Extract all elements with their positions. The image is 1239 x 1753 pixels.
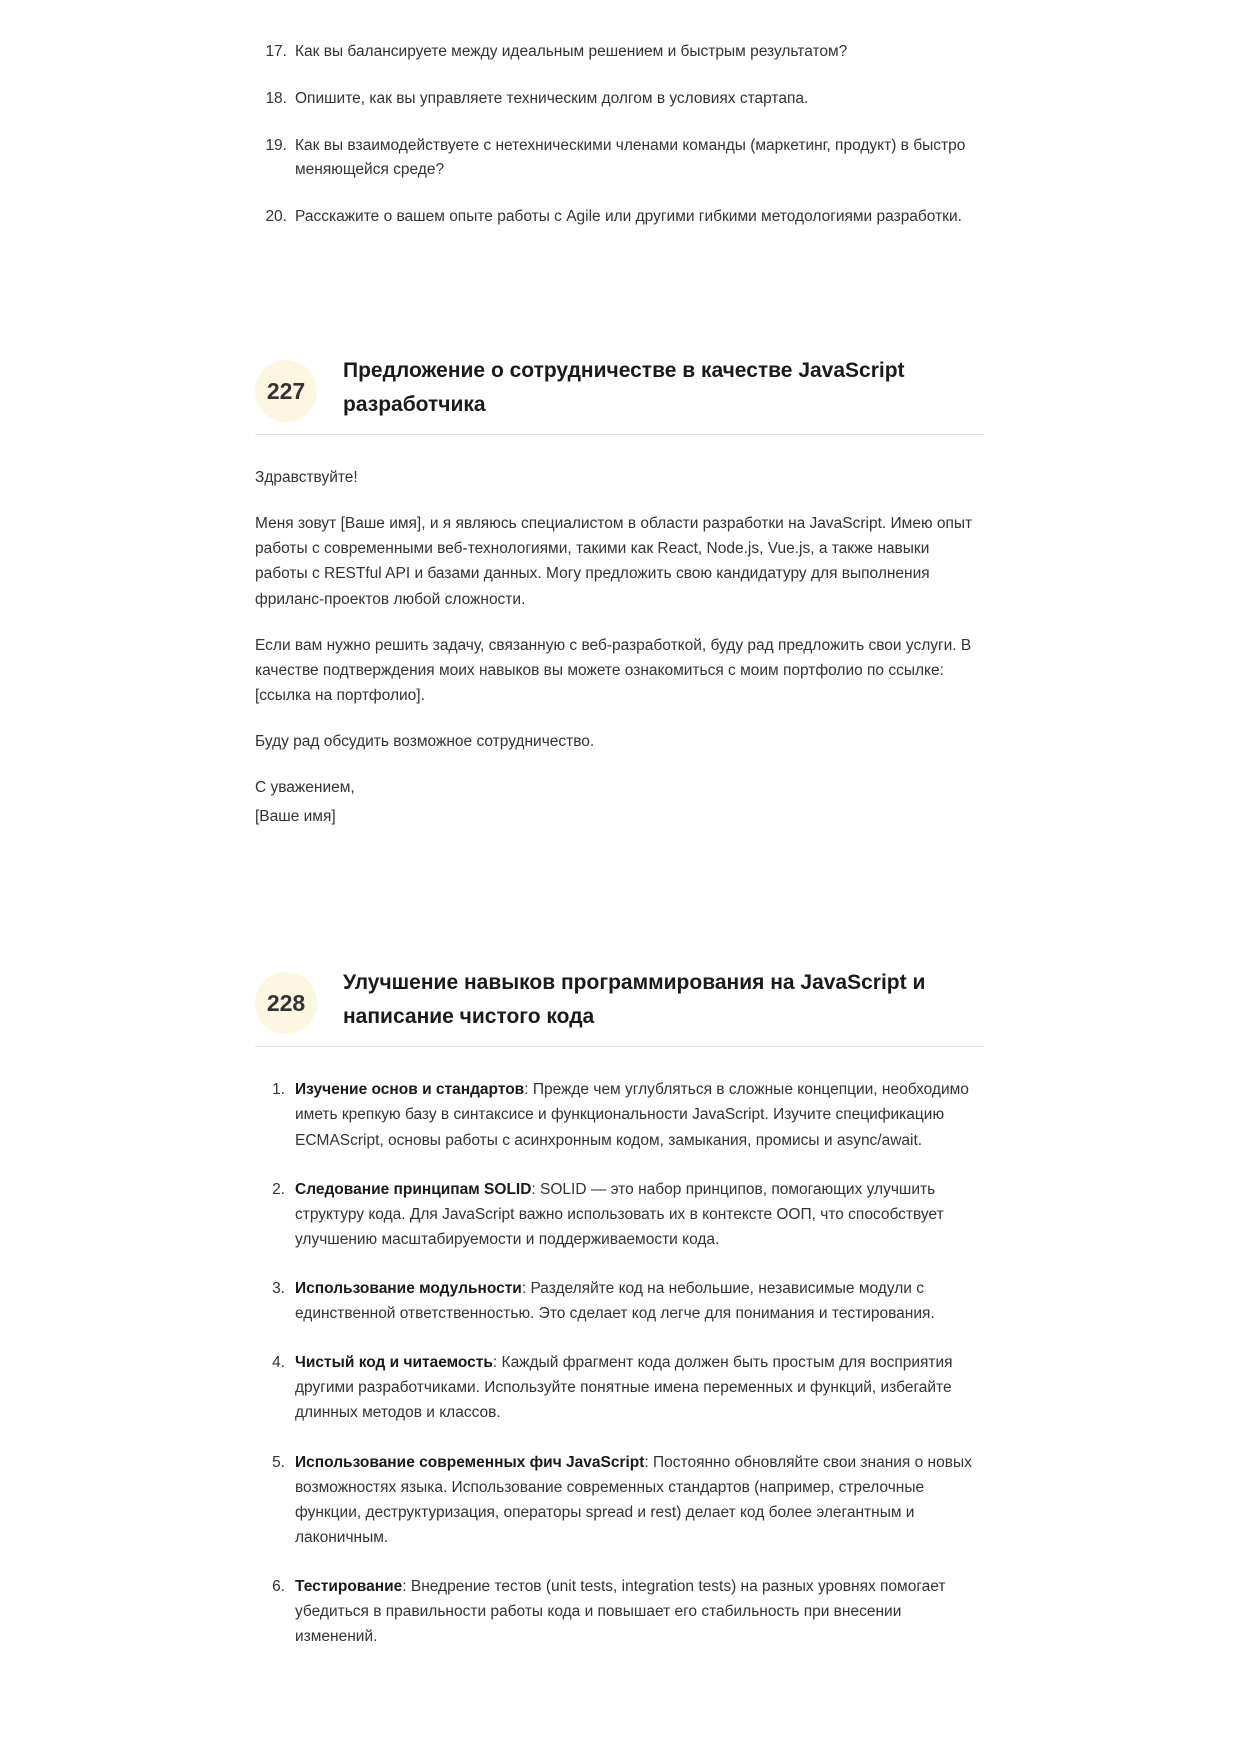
section-spacer [255,850,984,960]
list-item-text: : Каждый фрагмент кода должен быть простым для восприятия другими разработчиками. Используйте понятные имена переменных и функций, избегайте длинных методов и классов. [295,1354,953,1422]
list-item-term: Следование принципам SOLID [295,1180,532,1198]
list-item-text: Как вы балансируете между идеальным решением и быстрым результатом? [295,43,848,60]
section-spacer [255,252,984,348]
continued-question-list [255,40,984,229]
list-item-text: Опишите, как вы управляете техническим долгом в условиях стартапа. [295,90,809,108]
section-title: Улучшение навыков программирования на JavaScript и написание чистого кода [343,971,926,1029]
list-item [255,1350,984,1425]
section-header-227 [255,348,984,435]
list-item [255,40,984,64]
section-title: Предложение о сотрудничестве в качестве JavaScript разработчика [343,359,905,417]
list-item-text: : SOLID — это набор принципов, помогающих улучшить структуру кода. Для JavaScript важно использовать их в контексте ООП, что способствует улучшению масштабируемости и поддерживаемости кода. [295,1180,944,1248]
list-item-number: 18. [265,90,287,108]
list-item [255,205,984,229]
section-number-badge: 228 [255,972,317,1034]
list-item-term: Тестирование [295,1577,403,1595]
list-item-term: Использование модульности [295,1280,522,1297]
list-item-term: Использование современных фич JavaScript [295,1453,645,1471]
paragraph-closing: Буду рад обсудить возможное сотрудничество. [255,732,595,750]
list-item-number: 4. [272,1354,285,1372]
paragraph-greeting: Здравствуйте! [255,469,358,487]
signoff-line-1: С уважением, [255,779,355,797]
list-item-term: Изучение основ и стандартов [295,1081,525,1099]
list-item-text: Как вы взаимодействуете с нетехническими членами команды (маркетинг, продукт) в быстро меняющейся среде? [295,137,966,179]
list-item-number: 17. [265,43,287,60]
list-item-text: Расскажите о вашем опыте работы с Agile или другими гибкими методологиями разработки. [295,208,962,226]
list-item-number: 1. [272,1081,285,1099]
list-item [255,134,984,182]
list-item [255,1276,984,1326]
list-item-number: 2. [272,1180,285,1198]
section-number-badge: 227 [255,360,317,422]
list-item-number: 6. [272,1577,285,1595]
signoff-line-2: [Ваше имя] [255,808,336,826]
list-item [255,1574,984,1649]
list-item [255,87,984,111]
list-item-number: 19. [265,137,287,155]
list-item [255,1177,984,1252]
list-item [255,1450,984,1550]
list-item-text: : Прежде чем углубляться в сложные концепции, необходимо иметь крепкую базу в синтаксисе и функциональности JavaScript. Изучите спецификацию ECMAScript, основы работы с асинхронным кодом, замыкания, промисы и async/await. [295,1081,969,1149]
list-item-text: : Внедрение тестов (unit tests, integration tests) на разных уровнях помогает убедиться в правильности работы кода и повышает его стабильность при внесении изменений. [295,1577,946,1646]
list-item [255,1077,984,1152]
list-item-number: 20. [265,208,287,226]
list-item-text: : Разделяйте код на небольшие, независимые модули с единственной ответственностью. Это сделает код легче для понимания и тестирования. [295,1280,935,1323]
list-item-term: Чистый код и читаемость [295,1354,493,1372]
section-header-228 [255,960,984,1047]
list-item-text: : Постоянно обновляйте свои знания о новых возможностях языка. Использование современных стандартов (например, стрелочные функции, деструктуризация, операторы spread и rest) делает код более элегантным и лаконичным. [295,1453,972,1546]
paragraph-offer: Если вам нужно решить задачу, связанную с веб-разработкой, буду рад предложить свои услуги. В качестве подтверждения моих навыков вы можете ознакомиться с моим портфолио по ссылке: [ссылка на портфолио]. [255,636,972,704]
list-item-number: 5. [272,1453,285,1471]
advice-list [255,1077,984,1649]
list-item-number: 3. [272,1280,285,1297]
paragraph-intro: Меня зовут [Ваше имя], и я являюсь специалистом в области разработки на JavaScript. Имею опыт работы с современными веб-технологиями, такими как React, Node.js, Vue.js, а также навыки работы с RESTful API и базами данных. Могу предложить свою кандидатуру для выполнения фриланс-проектов любой сложности. [255,515,973,608]
